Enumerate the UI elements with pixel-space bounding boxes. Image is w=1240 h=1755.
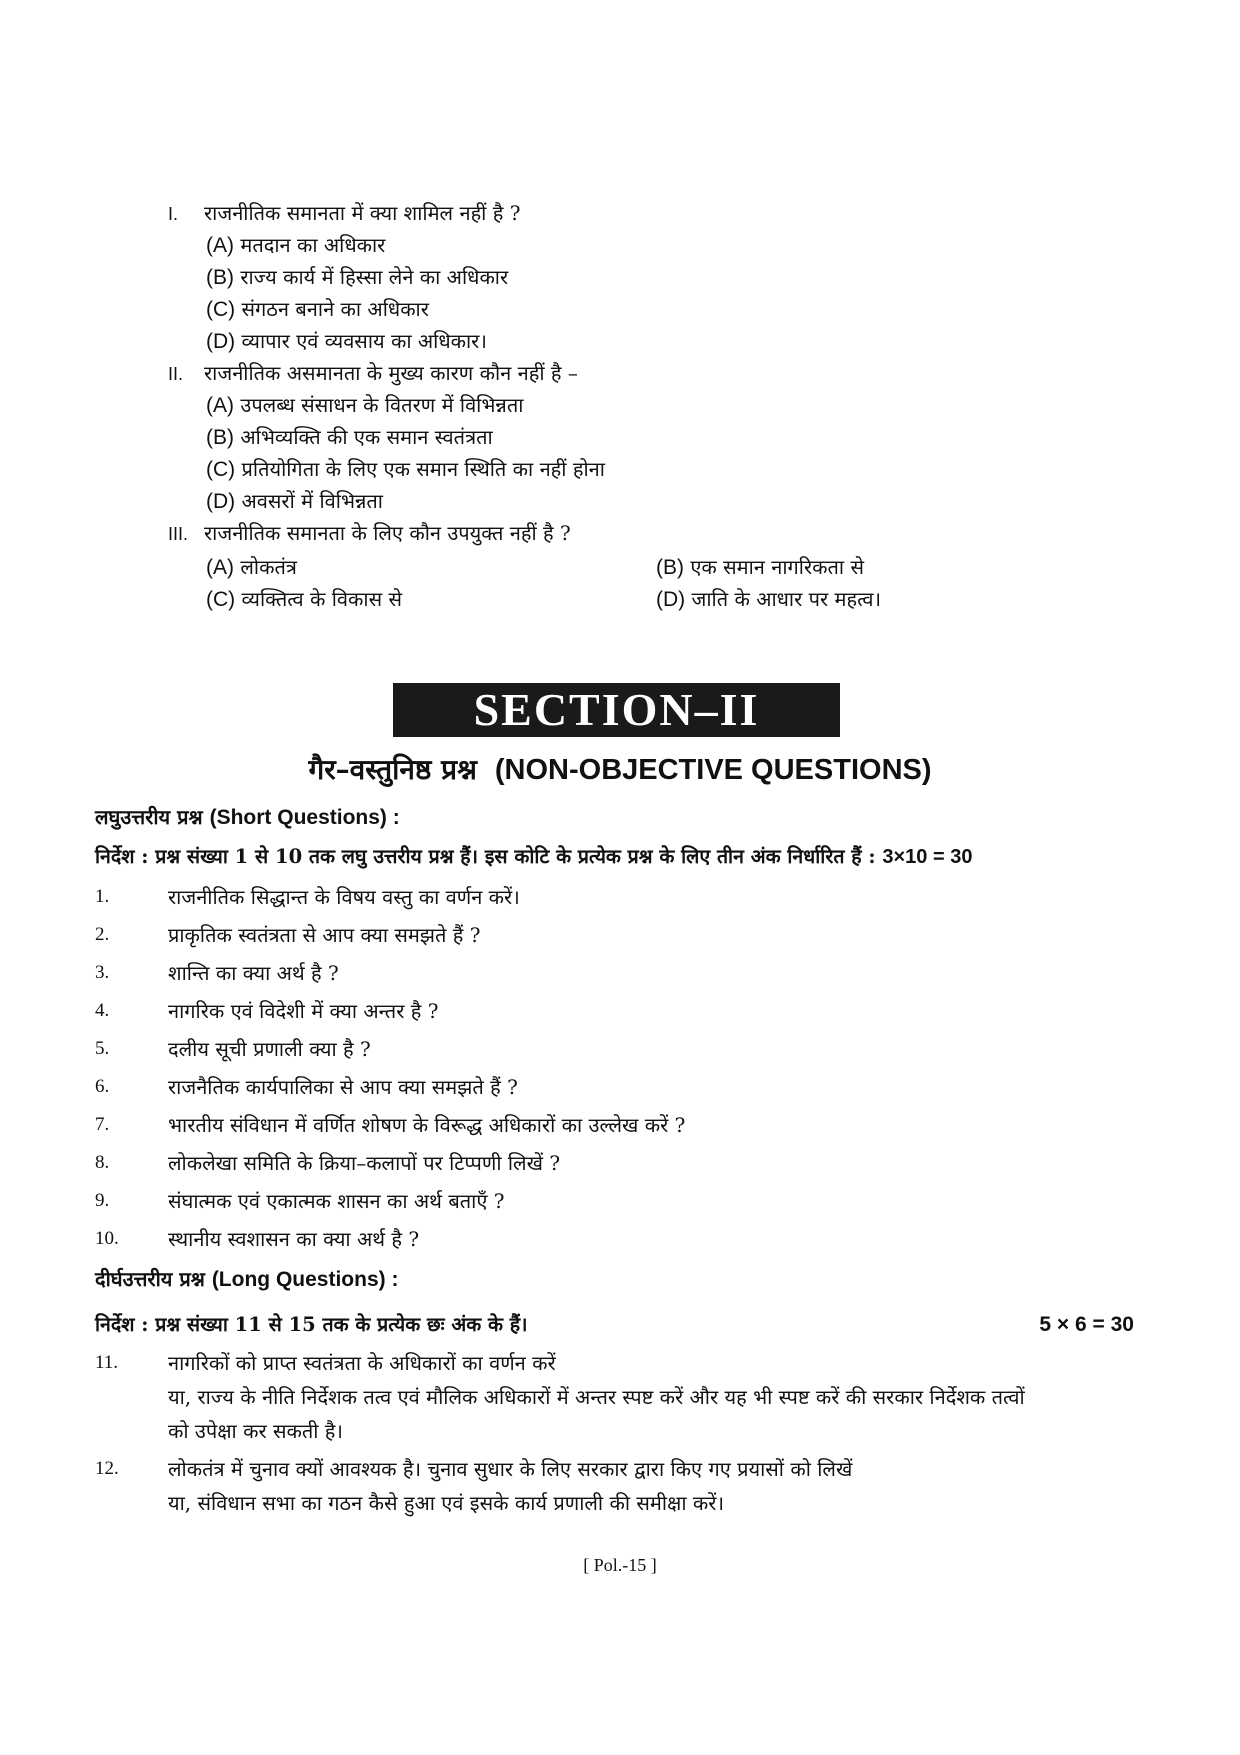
page-footer: [ Pol.-15 ] [583,1555,657,1575]
short-question: 3. शान्ति का क्या अर्थ है ? [95,961,339,985]
mcq-option: (D) व्यापार एवं व्यवसाय का अधिकार। [206,329,487,353]
mcq-option: (A) उपलब्ध संसाधन के वितरण में विभिन्नता [206,393,524,417]
long-question: 12. लोकतंत्र में चुनाव क्यों आवश्यक है। चुनाव सुधार के लिए सरकार द्वारा किए गए प्रयासों को लिखें या, संविधान सभा का गठन कैसे हुआ एवं इसके कार्य प्रणाली की समीक्षा करें। [95,1457,853,1515]
long-question: 11. नागरिकों को प्राप्त स्वतंत्रता के अधिकारों का वर्णन करें या, राज्य के नीति निर्देशक तत्व एवं मौलिक अधिकारों में अन्तर स्पष्ट करें और यह भी स्पष्ट करें की सरकार निर्देशक तत्वों को उपेक्षा कर सकती है। [95,1351,1025,1443]
short-question: 2. प्राकृतिक स्वतंत्रता से आप क्या समझते हैं ? [95,923,481,947]
mcq-option: (A) लोकतंत्र [206,555,297,579]
mcq-option: (C) संगठन बनाने का अधिकार [206,297,429,321]
mcq-option: (D) जाति के आधार पर महत्व। [656,587,882,611]
short-question: 9. संघात्मक एवं एकात्मक शासन का अर्थ बताएँ ? [95,1189,505,1213]
long-questions-instruction: निर्देश : प्रश्न संख्या 11 से 15 तक के प्रत्येक छः अंक के हैं। [95,1313,528,1336]
mcq-option: (B) एक समान नागरिकता से [656,555,864,579]
short-marks: 3×10 = 30 [882,846,973,868]
short-question: 7. भारतीय संविधान में वर्णित शोषण के विरूद्ध अधिकारों का उल्लेख करें ? [95,1113,686,1137]
short-question: 8. लोकलेखा समिति के क्रिया–कलापों पर टिप्पणी लिखें ? [95,1151,561,1175]
short-questions-instruction: निर्देश : प्रश्न संख्या 1 से 10 तक लघु उत्तरीय प्रश्न हैं। इस कोटि के प्रत्येक प्रश्न के लिए तीन अंक निर्धारित हैं : 3×10 = 30 [95,845,973,868]
long-marks: 5 × 6 = 30 [1039,1313,1134,1336]
mcq-option: (D) अवसरों में विभिन्नता [206,489,383,513]
long-questions-heading: दीर्घउत्तरीय प्रश्न (Long Questions) : [95,1267,399,1291]
mcq-option: (C) व्यक्तित्व के विकास से [206,587,402,611]
mcq-option: (B) अभिव्यक्ति की एक समान स्वतंत्रता [206,425,493,449]
section-title: SECTION–II [393,683,840,737]
short-question: 1. राजनीतिक सिद्धान्त के विषय वस्तु का वर्णन करें। [95,885,520,909]
short-question: 6. राजनैतिक कार्यपालिका से आप क्या समझते हैं ? [95,1075,518,1099]
section-subtitle: गैर–वस्तुनिष्ठ प्रश्न (NON-OBJECTIVE QUESTIONS) [308,753,932,786]
short-questions-heading: लघुउत्तरीय प्रश्न (Short Questions) : [95,805,400,829]
short-question: 5. दलीय सूची प्रणाली क्या है ? [95,1037,371,1061]
short-question: 10. स्थानीय स्वशासन का क्या अर्थ है ? [95,1227,420,1251]
mcq-option: (B) राज्य कार्य में हिस्सा लेने का अधिकार [206,265,509,289]
mcq-question-2: II. राजनीतिक असमानता के मुख्य कारण कौन नहीं है – [168,361,578,385]
mcq-option: (C) प्रतियोगिता के लिए एक समान स्थिति का नहीं होना [206,457,605,481]
mcq-option: (A) मतदान का अधिकार [206,233,386,257]
mcq-question-1: I. राजनीतिक समानता में क्या शामिल नहीं है ? [168,201,521,225]
mcq-question-3: III. राजनीतिक समानता के लिए कौन उपयुक्त नहीं है ? [168,521,571,545]
short-question: 4. नागरिक एवं विदेशी में क्या अन्तर है ? [95,999,439,1023]
